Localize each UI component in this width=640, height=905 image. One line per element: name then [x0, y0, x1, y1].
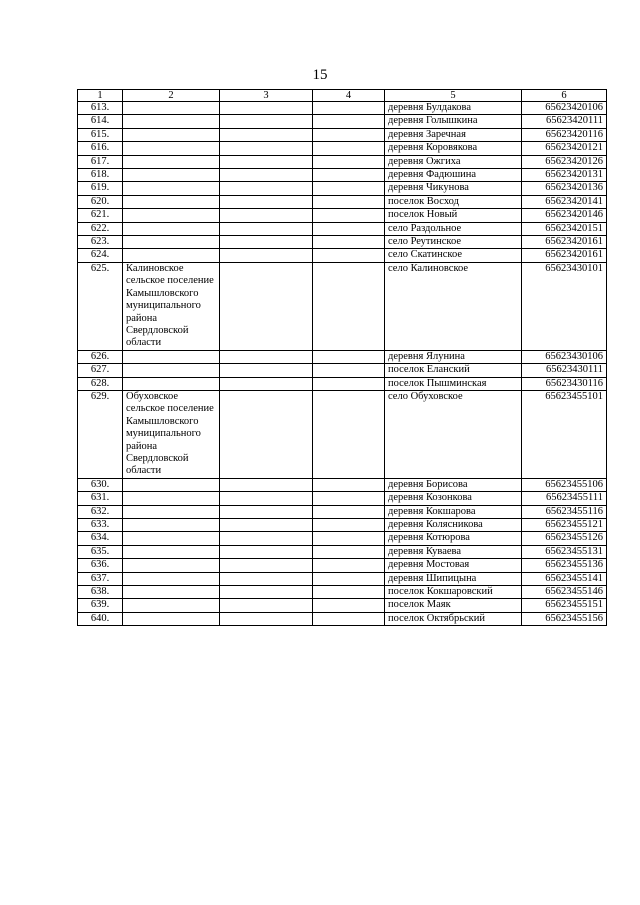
table-row	[78, 545, 607, 558]
municipality-cell	[123, 249, 220, 262]
municipality-cell	[123, 195, 220, 208]
column-3-cell	[220, 586, 313, 599]
table-row	[78, 612, 607, 625]
column-3-cell	[220, 249, 313, 262]
oktmo-code-cell: 65623455131	[522, 545, 607, 558]
column-4-cell	[313, 115, 385, 128]
column-3-cell	[220, 236, 313, 249]
municipality-cell	[123, 478, 220, 491]
column-header: 3	[220, 90, 313, 102]
settlement-name-cell: деревня Ялунина	[385, 350, 522, 363]
table-row	[78, 128, 607, 141]
row-number-cell: 633.	[78, 519, 123, 532]
row-number-cell: 615.	[78, 128, 123, 141]
row-number-cell: 635.	[78, 545, 123, 558]
column-3-cell	[220, 532, 313, 545]
settlement-name-cell: поселок Новый	[385, 209, 522, 222]
column-4-cell	[313, 505, 385, 518]
table-row	[78, 532, 607, 545]
settlement-name-cell: деревня Коровякова	[385, 142, 522, 155]
column-4-cell	[313, 377, 385, 390]
table-row	[78, 155, 607, 168]
table-row	[78, 519, 607, 532]
municipality-cell	[123, 155, 220, 168]
column-3-cell	[220, 115, 313, 128]
column-3-cell	[220, 599, 313, 612]
oktmo-code-cell: 65623420131	[522, 169, 607, 182]
oktmo-code-cell: 65623455121	[522, 519, 607, 532]
settlement-name-cell: деревня Фадюшина	[385, 169, 522, 182]
municipality-cell	[123, 599, 220, 612]
settlement-name-cell: деревня Котюрова	[385, 532, 522, 545]
column-4-cell	[313, 612, 385, 625]
settlements-table	[77, 89, 607, 626]
table-row	[78, 142, 607, 155]
column-4-cell	[313, 599, 385, 612]
column-3-cell	[220, 390, 313, 478]
table-row	[78, 599, 607, 612]
oktmo-code-cell: 65623420106	[522, 102, 607, 115]
row-number-cell: 629.	[78, 390, 123, 478]
table-row	[78, 195, 607, 208]
column-4-cell	[313, 102, 385, 115]
settlement-name-cell: поселок Пышминская	[385, 377, 522, 390]
column-4-cell	[313, 390, 385, 478]
column-3-cell	[220, 142, 313, 155]
settlement-name-cell: поселок Кокшаровский	[385, 586, 522, 599]
row-number-cell: 632.	[78, 505, 123, 518]
row-number-cell: 618.	[78, 169, 123, 182]
column-header: 1	[78, 90, 123, 102]
column-4-cell	[313, 142, 385, 155]
oktmo-code-cell: 65623420136	[522, 182, 607, 195]
oktmo-code-cell: 65623455146	[522, 586, 607, 599]
row-number-cell: 625.	[78, 262, 123, 350]
column-3-cell	[220, 128, 313, 141]
settlement-name-cell: деревня Заречная	[385, 128, 522, 141]
municipality-cell	[123, 572, 220, 585]
column-4-cell	[313, 492, 385, 505]
oktmo-code-cell: 65623420126	[522, 155, 607, 168]
column-3-cell	[220, 222, 313, 235]
table-row	[78, 390, 607, 478]
column-3-cell	[220, 364, 313, 377]
settlement-name-cell: село Скатинское	[385, 249, 522, 262]
row-number-cell: 628.	[78, 377, 123, 390]
municipality-cell	[123, 505, 220, 518]
oktmo-code-cell: 65623455111	[522, 492, 607, 505]
column-4-cell	[313, 195, 385, 208]
column-3-cell	[220, 572, 313, 585]
oktmo-code-cell: 65623455126	[522, 532, 607, 545]
municipality-cell: Обуховское сельское поселение Камышловского муниципального района Свердловской области	[123, 390, 220, 478]
table-row	[78, 115, 607, 128]
column-4-cell	[313, 155, 385, 168]
row-number-cell: 627.	[78, 364, 123, 377]
column-3-cell	[220, 519, 313, 532]
settlement-name-cell: село Обуховское	[385, 390, 522, 478]
row-number-cell: 626.	[78, 350, 123, 363]
table-row	[78, 505, 607, 518]
oktmo-code-cell: 65623420121	[522, 142, 607, 155]
oktmo-code-cell: 65623430106	[522, 350, 607, 363]
municipality-cell	[123, 169, 220, 182]
settlement-name-cell: село Раздольное	[385, 222, 522, 235]
settlement-name-cell: деревня Борисова	[385, 478, 522, 491]
column-4-cell	[313, 478, 385, 491]
settlement-name-cell: поселок Октябрьский	[385, 612, 522, 625]
column-4-cell	[313, 222, 385, 235]
row-number-cell: 634.	[78, 532, 123, 545]
column-3-cell	[220, 262, 313, 350]
table-row	[78, 492, 607, 505]
column-4-cell	[313, 262, 385, 350]
row-number-cell: 639.	[78, 599, 123, 612]
oktmo-code-cell: 65623430116	[522, 377, 607, 390]
table-row	[78, 209, 607, 222]
row-number-cell: 619.	[78, 182, 123, 195]
column-3-cell	[220, 195, 313, 208]
municipality-cell	[123, 236, 220, 249]
settlement-name-cell: деревня Кокшарова	[385, 505, 522, 518]
oktmo-code-cell: 65623455101	[522, 390, 607, 478]
column-4-cell	[313, 572, 385, 585]
column-header: 5	[385, 90, 522, 102]
municipality-cell	[123, 532, 220, 545]
table-row	[78, 586, 607, 599]
table-row	[78, 169, 607, 182]
page-number: 15	[312, 67, 328, 83]
oktmo-code-cell: 65623420116	[522, 128, 607, 141]
table-row	[78, 236, 607, 249]
oktmo-code-cell: 65623455141	[522, 572, 607, 585]
table-body	[78, 102, 607, 626]
oktmo-code-cell: 65623420146	[522, 209, 607, 222]
settlement-name-cell: деревня Ожгиха	[385, 155, 522, 168]
column-4-cell	[313, 128, 385, 141]
municipality-cell	[123, 115, 220, 128]
column-4-cell	[313, 586, 385, 599]
municipality-cell	[123, 142, 220, 155]
settlement-name-cell: поселок Еланский	[385, 364, 522, 377]
oktmo-code-cell: 65623455136	[522, 559, 607, 572]
row-number-cell: 631.	[78, 492, 123, 505]
row-number-cell: 616.	[78, 142, 123, 155]
oktmo-code-cell: 65623430101	[522, 262, 607, 350]
row-number-cell: 622.	[78, 222, 123, 235]
settlement-name-cell: деревня Мостовая	[385, 559, 522, 572]
column-3-cell	[220, 377, 313, 390]
table-row	[78, 222, 607, 235]
oktmo-code-cell: 65623420111	[522, 115, 607, 128]
settlement-name-cell: деревня Козонкова	[385, 492, 522, 505]
municipality-cell	[123, 586, 220, 599]
municipality-cell	[123, 128, 220, 141]
table-row	[78, 262, 607, 350]
column-4-cell	[313, 350, 385, 363]
table-row	[78, 249, 607, 262]
column-3-cell	[220, 155, 313, 168]
table-row	[78, 364, 607, 377]
oktmo-code-cell: 65623430111	[522, 364, 607, 377]
row-number-cell: 623.	[78, 236, 123, 249]
row-number-cell: 614.	[78, 115, 123, 128]
municipality-cell	[123, 377, 220, 390]
table-row	[78, 182, 607, 195]
oktmo-code-cell: 65623420161	[522, 236, 607, 249]
table-header-row	[78, 90, 607, 102]
column-4-cell	[313, 532, 385, 545]
column-3-cell	[220, 209, 313, 222]
column-3-cell	[220, 559, 313, 572]
column-3-cell	[220, 545, 313, 558]
municipality-cell	[123, 519, 220, 532]
row-number-cell: 630.	[78, 478, 123, 491]
settlement-name-cell: село Реутинское	[385, 236, 522, 249]
column-4-cell	[313, 182, 385, 195]
column-3-cell	[220, 492, 313, 505]
municipality-cell	[123, 182, 220, 195]
row-number-cell: 620.	[78, 195, 123, 208]
column-4-cell	[313, 545, 385, 558]
row-number-cell: 617.	[78, 155, 123, 168]
column-4-cell	[313, 169, 385, 182]
column-header: 2	[123, 90, 220, 102]
column-header: 4	[313, 90, 385, 102]
settlement-name-cell: село Калиновское	[385, 262, 522, 350]
municipality-cell: Калиновское сельское поселение Камышловского муниципального района Свердловской области	[123, 262, 220, 350]
oktmo-code-cell: 65623455106	[522, 478, 607, 491]
municipality-cell	[123, 209, 220, 222]
row-number-cell: 621.	[78, 209, 123, 222]
settlement-name-cell: деревня Куваева	[385, 545, 522, 558]
settlement-name-cell: деревня Чикунова	[385, 182, 522, 195]
municipality-cell	[123, 545, 220, 558]
municipality-cell	[123, 559, 220, 572]
table-row	[78, 377, 607, 390]
column-3-cell	[220, 102, 313, 115]
row-number-cell: 613.	[78, 102, 123, 115]
column-3-cell	[220, 169, 313, 182]
settlement-name-cell: поселок Восход	[385, 195, 522, 208]
table-row	[78, 572, 607, 585]
settlement-name-cell: поселок Маяк	[385, 599, 522, 612]
column-header: 6	[522, 90, 607, 102]
table-row	[78, 350, 607, 363]
column-4-cell	[313, 249, 385, 262]
row-number-cell: 637.	[78, 572, 123, 585]
column-3-cell	[220, 612, 313, 625]
column-3-cell	[220, 505, 313, 518]
table-row	[78, 478, 607, 491]
municipality-cell	[123, 222, 220, 235]
row-number-cell: 640.	[78, 612, 123, 625]
column-3-cell	[220, 478, 313, 491]
table-row	[78, 559, 607, 572]
municipality-cell	[123, 364, 220, 377]
row-number-cell: 624.	[78, 249, 123, 262]
oktmo-code-cell: 65623455156	[522, 612, 607, 625]
municipality-cell	[123, 102, 220, 115]
column-4-cell	[313, 236, 385, 249]
oktmo-code-cell: 65623420151	[522, 222, 607, 235]
oktmo-code-cell: 65623420141	[522, 195, 607, 208]
settlement-name-cell: деревня Голышкина	[385, 115, 522, 128]
column-3-cell	[220, 350, 313, 363]
oktmo-code-cell: 65623420161	[522, 249, 607, 262]
settlement-name-cell: деревня Колясникова	[385, 519, 522, 532]
settlement-name-cell: деревня Булдакова	[385, 102, 522, 115]
column-4-cell	[313, 559, 385, 572]
column-3-cell	[220, 182, 313, 195]
column-4-cell	[313, 209, 385, 222]
municipality-cell	[123, 492, 220, 505]
table-row	[78, 102, 607, 115]
municipality-cell	[123, 350, 220, 363]
settlement-name-cell: деревня Шипицына	[385, 572, 522, 585]
municipality-cell	[123, 612, 220, 625]
oktmo-code-cell: 65623455151	[522, 599, 607, 612]
column-4-cell	[313, 519, 385, 532]
column-4-cell	[313, 364, 385, 377]
oktmo-code-cell: 65623455116	[522, 505, 607, 518]
row-number-cell: 636.	[78, 559, 123, 572]
row-number-cell: 638.	[78, 586, 123, 599]
